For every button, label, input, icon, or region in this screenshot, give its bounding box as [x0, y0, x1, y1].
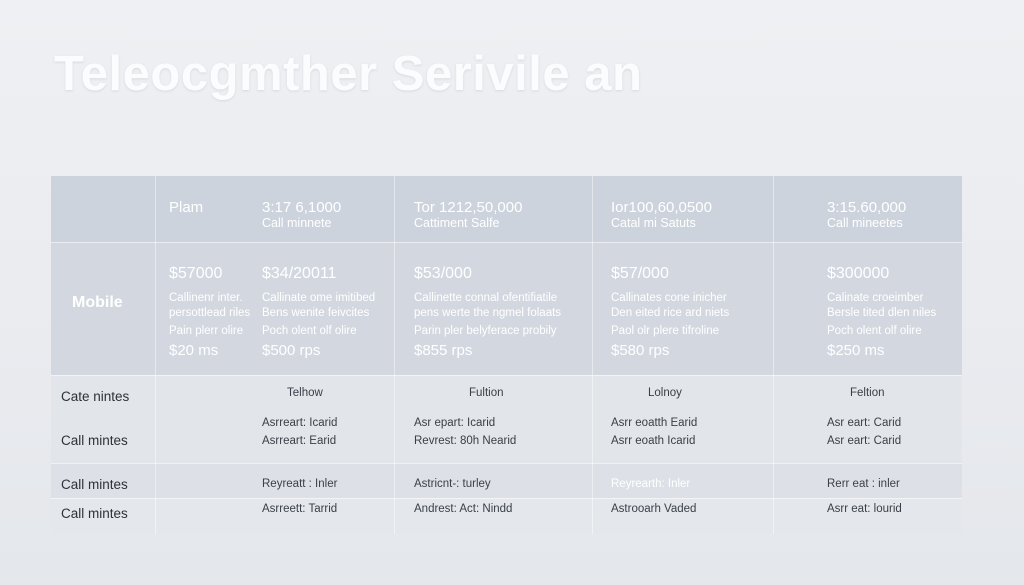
- feature-col-3-c: Reyrearth: Inler: [611, 478, 691, 490]
- feature-col-2-a: Asr epart: Icarid: [414, 417, 496, 429]
- mobile-col-1-desc: Bens wenite feivcites: [262, 307, 370, 319]
- mobile-col-3-desc: Callinates cone inicher: [611, 292, 727, 304]
- feature-col-4-a: Asr eart: Carid: [827, 417, 902, 429]
- mobile-col-1-rate: $500 rps: [262, 342, 321, 359]
- row-label-3: Call mintes: [61, 477, 128, 492]
- feature-top-col-2: Fultion: [469, 387, 504, 399]
- feature-col-4-d: Asrr eat: lourid: [827, 503, 902, 515]
- row-label-1: Cate nintes: [61, 389, 130, 404]
- feature-col-1-d: Asrreett: Tarrid: [262, 503, 338, 515]
- feature-col-4-b: Asr eart: Carid: [827, 435, 902, 447]
- mobile-col-4-rate: $250 ms: [827, 342, 885, 359]
- mobile-col-3-price: $57/000: [611, 265, 669, 282]
- light-band: [51, 375, 962, 463]
- header-col-1-sub: Call minnete: [262, 216, 332, 230]
- row-divider: [51, 498, 962, 499]
- column-divider: [592, 176, 593, 534]
- header-col-4-sub: Call mineetes: [827, 216, 903, 230]
- mobile-first-desc: Callinenr inter.: [169, 292, 243, 304]
- mobile-col-3-rate: $580 rps: [611, 342, 670, 359]
- row-divider: [51, 463, 962, 464]
- feature-col-3-d: Astrooarh Vaded: [611, 503, 697, 515]
- feature-col-1-a: Asrreart: Icarid: [262, 417, 338, 429]
- header-col-2-sub: Cattiment Salfe: [414, 216, 500, 230]
- mobile-first-price: $57000: [169, 265, 223, 282]
- mobile-first-desc: persottlead riles: [169, 307, 251, 319]
- mobile-col-1-desc: Poch olent olf olire: [262, 325, 357, 337]
- column-divider: [155, 176, 156, 534]
- mobile-col-4-price: $300000: [827, 265, 890, 282]
- plan-label: Plam: [169, 199, 204, 216]
- feature-top-col-3: Lolnoy: [648, 387, 682, 399]
- header-col-1-main: 3:17 6,1000: [262, 199, 342, 216]
- header-col-2-main: Tor 1212,50,000: [414, 199, 523, 216]
- feature-top-col-1: Telhow: [287, 387, 323, 399]
- column-divider: [394, 176, 395, 534]
- row-label-4: Call mintes: [61, 506, 128, 521]
- mobile-col-2-price: $53/000: [414, 265, 472, 282]
- mobile-col-4-desc: Calinate croeimber: [827, 292, 924, 304]
- row-label-2: Call mintes: [61, 433, 128, 448]
- feature-col-3-a: Asrr eoatth Earid: [611, 417, 698, 429]
- mobile-col-2-desc: Parin pler belyferace probily: [414, 325, 557, 337]
- column-divider: [773, 176, 774, 534]
- mobile-col-2-rate: $855 rps: [414, 342, 473, 359]
- page-title: Teleocgmther Serivile an: [54, 47, 643, 101]
- row-divider: [51, 242, 962, 243]
- mobile-col-3-desc: Paol olr plere tifroline: [611, 325, 720, 337]
- header-col-3-main: Ior100,60,0500: [611, 199, 712, 216]
- mobile-col-1-desc: Callinate ome imitibed: [262, 292, 376, 304]
- feature-col-1-c: Reyreatt : Inler: [262, 478, 338, 490]
- feature-col-2-d: Andrest: Act: Nindd: [414, 503, 513, 515]
- mobile-col-1-price: $34/20011: [262, 265, 337, 282]
- mobile-col-2-desc: Callinette connal ofentifiatile: [414, 292, 558, 304]
- pricing-table: [51, 176, 962, 534]
- header-col-4-main: 3:15.60,000: [827, 199, 907, 216]
- mobile-col-3-desc: Den eited rice ard niets: [611, 307, 730, 319]
- mid-band: [51, 463, 962, 498]
- mobile-label: Mobile: [72, 294, 123, 311]
- feature-col-2-b: Revrest: 80h Nearid: [414, 435, 517, 447]
- row-divider: [51, 375, 962, 376]
- header-col-3-sub: Catal mi Satuts: [611, 216, 696, 230]
- feature-col-1-b: Asrreart: Earid: [262, 435, 337, 447]
- mobile-first-rate: $20 ms: [169, 342, 219, 359]
- mobile-col-4-desc: Bersle tited dlen niles: [827, 307, 937, 319]
- feature-col-2-c: Astricnt-: turley: [414, 478, 491, 490]
- mobile-col-2-desc: pens werte the ngmel folaats: [414, 307, 562, 319]
- feature-col-3-b: Asrr eoath Icarid: [611, 435, 696, 447]
- mobile-col-4-desc: Poch olent olf olire: [827, 325, 922, 337]
- mobile-first-desc: Pain plerr olire: [169, 325, 244, 337]
- feature-col-4-c: Rerr eat : inler: [827, 478, 900, 490]
- feature-top-col-4: Feltion: [850, 387, 885, 399]
